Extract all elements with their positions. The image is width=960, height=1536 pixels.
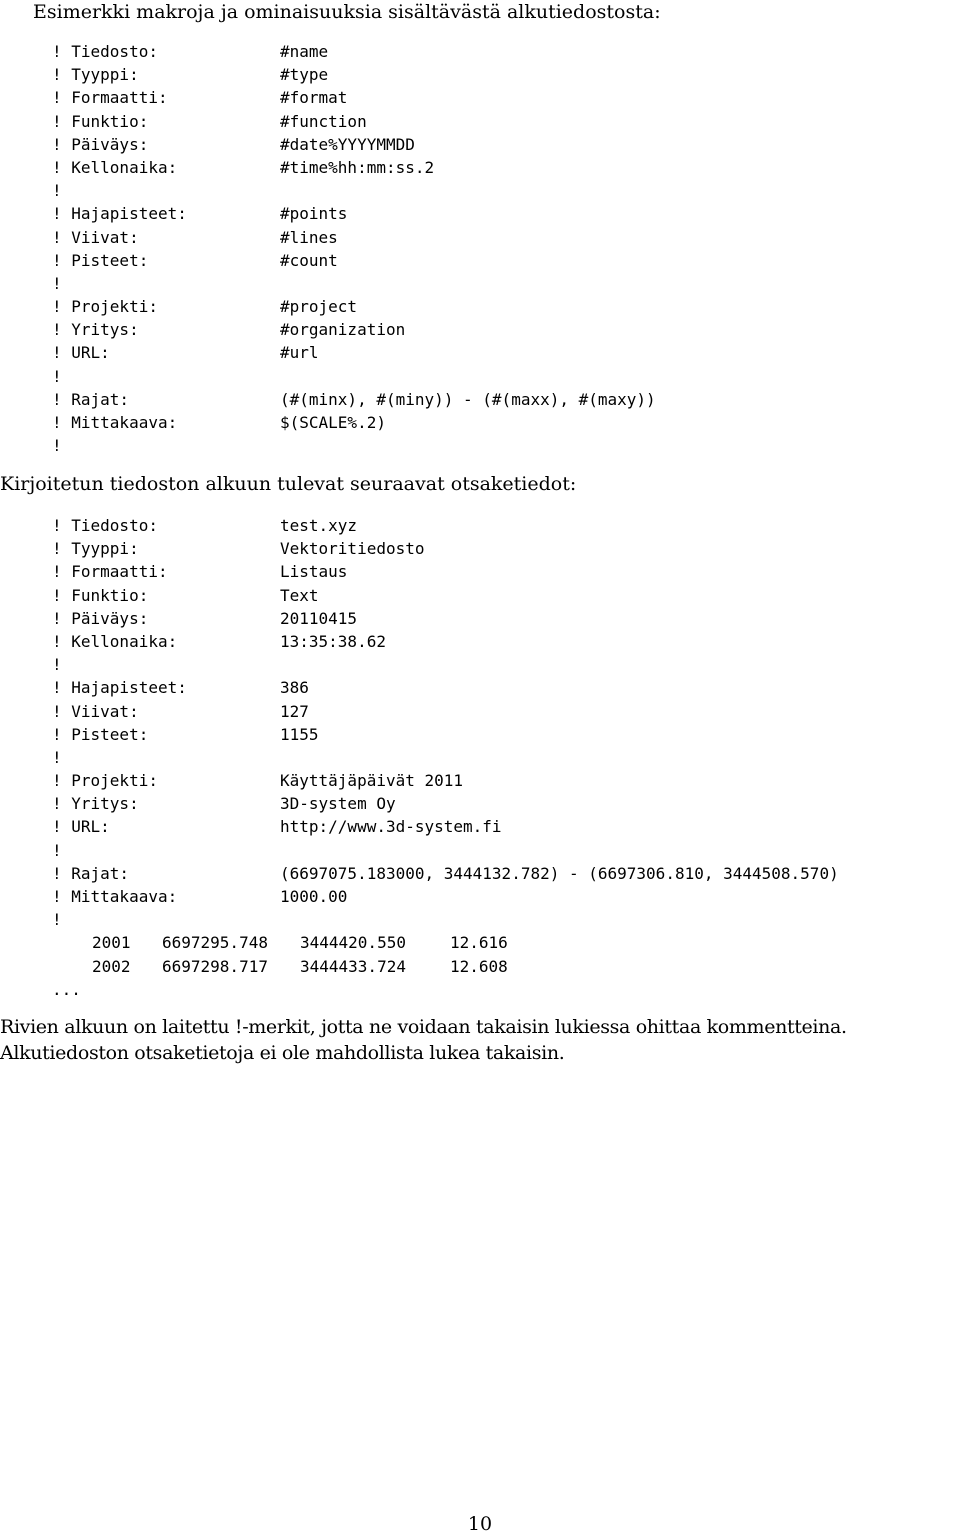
code-line-key: ! Kellonaika: (52, 157, 178, 177)
code-line (52, 700, 309, 723)
code-line-key: ! Funktio: (52, 585, 149, 605)
point-z: 12.616 (450, 933, 508, 953)
code-line-key: ! (52, 655, 62, 675)
code-line-value: Text (280, 585, 319, 605)
code-line-value: Listaus (280, 562, 348, 582)
code-line-value: 386 (280, 678, 309, 698)
data-row (52, 931, 508, 954)
code-line (52, 908, 81, 931)
code-line-key: ! Mittakaava: (52, 887, 178, 906)
code-line-value: 3D-system Oy (280, 794, 396, 814)
code-line (52, 537, 425, 560)
code-line-key: ! Viivat: (52, 701, 139, 721)
point-id: 2002 (92, 956, 131, 976)
code-line (52, 560, 348, 583)
code-line-key: ! URL: (52, 343, 110, 363)
code-line-key: ! Viivat: (52, 227, 139, 247)
code-line-value: #date%YYYYMMDD (280, 134, 415, 154)
code-line-key: ! Projekti: (52, 297, 158, 317)
code-line-key: ! URL: (52, 817, 110, 837)
code-line-value: 1000.00 (280, 887, 348, 906)
code-line (52, 514, 358, 537)
output-code-block (52, 514, 839, 1001)
code-line (52, 839, 81, 862)
ellipsis: ... (52, 979, 81, 999)
code-line-key: ! Yritys: (52, 320, 139, 340)
code-line (52, 584, 319, 607)
closing-text: Rivien alkuun on laitettu !-merkit, jotta ne voidaan takaisin lukiessa ohittaa kommentteina. Alkutiedoston otsaketietoja ei ole mahdollista lukea takaisin. (0, 1016, 847, 1064)
code-line-value: (#(minx), #(miny)) - (#(maxx), #(maxy)) (280, 389, 656, 409)
code-line-key: ! (52, 436, 62, 456)
code-line-key: ! Pisteet: (52, 724, 149, 744)
code-line-value: Vektoritiedosto (280, 539, 425, 559)
code-line (52, 607, 358, 630)
code-line (52, 723, 319, 746)
point-y: 3444433.724 (300, 956, 406, 976)
point-x: 6697295.748 (162, 933, 268, 953)
code-line-key: ! Päiväys: (52, 134, 149, 154)
code-line-value: Käyttäjäpäivät 2011 (280, 771, 464, 791)
code-line-value: #function (280, 111, 367, 131)
code-line-value: (6697075.183000, 3444132.782) - (6697306.810, 3444508.570) (280, 863, 839, 883)
middle-text: Kirjoitetun tiedoston alkuun tulevat seuraavat otsaketiedot: (0, 473, 577, 495)
point-x: 6697298.717 (162, 956, 268, 976)
code-line-value: #project (280, 297, 358, 317)
code-line-value: #organization (280, 320, 406, 340)
code-line-value: #url (280, 343, 319, 363)
code-line-key: ! (52, 840, 62, 860)
data-row (52, 955, 508, 978)
code-line-key: ! (52, 747, 62, 767)
code-line (52, 653, 81, 676)
code-line-key: ! Rajat: (52, 863, 130, 883)
code-line-value: test.xyz (280, 516, 358, 535)
code-line-value: $(SCALE%.2) (280, 413, 386, 432)
point-z: 12.608 (450, 956, 508, 976)
code-line-value: #points (280, 204, 348, 224)
code-line-key: ! (52, 366, 62, 386)
code-line-key: ! Projekti: (52, 771, 158, 791)
code-line-key: ! Tiedosto: (52, 42, 158, 61)
code-line-value: 127 (280, 701, 309, 721)
point-id: 2001 (92, 933, 131, 953)
code-line (52, 630, 386, 653)
code-line-key: ! Yritys: (52, 794, 139, 814)
point-y: 3444420.550 (300, 933, 406, 953)
code-line-value: #count (280, 250, 338, 270)
code-line-key: ! Pisteet: (52, 250, 149, 270)
code-line-key: ! (52, 910, 62, 930)
code-line-key: ! Mittakaava: (52, 413, 178, 432)
code-line-key: ! Hajapisteet: (52, 204, 187, 224)
code-line-key: ! Tyyppi: (52, 65, 139, 85)
code-line-key: ! Formaatti: (52, 88, 168, 108)
code-line-key: ! Tiedosto: (52, 516, 158, 535)
code-line (52, 792, 396, 815)
code-line-key: ! Tyyppi: (52, 539, 139, 559)
code-line (52, 746, 81, 769)
code-line (52, 676, 309, 699)
code-line-key: ! (52, 273, 62, 293)
code-line-value: #time%hh:mm:ss.2 (280, 157, 435, 177)
code-line-key: ! (52, 181, 62, 201)
code-line-value: #type (280, 65, 329, 85)
page-number: 10 (467, 1513, 493, 1535)
code-line-key: ! Funktio: (52, 111, 149, 131)
code-line-key: ! Päiväys: (52, 608, 149, 628)
code-line-value: 13:35:38.62 (280, 631, 386, 651)
code-line (52, 769, 464, 792)
code-line-value: #name (280, 42, 329, 61)
code-line (52, 862, 839, 885)
code-line-key: ! Rajat: (52, 389, 130, 409)
code-line-value: http://www.3d-system.fi (280, 817, 502, 837)
code-line (52, 885, 348, 908)
code-line-value: 20110415 (280, 608, 358, 628)
code-line-value: 1155 (280, 724, 319, 744)
code-line-key: ! Kellonaika: (52, 631, 178, 651)
code-line (52, 815, 502, 838)
code-line-key: ! Formaatti: (52, 562, 168, 582)
code-line-value: #format (280, 88, 348, 108)
code-line-key: ! Hajapisteet: (52, 678, 187, 698)
code-line-value: #lines (280, 227, 338, 247)
intro-text: Esimerkki makroja ja ominaisuuksia sisältävästä alkutiedostosta: (33, 1, 661, 23)
